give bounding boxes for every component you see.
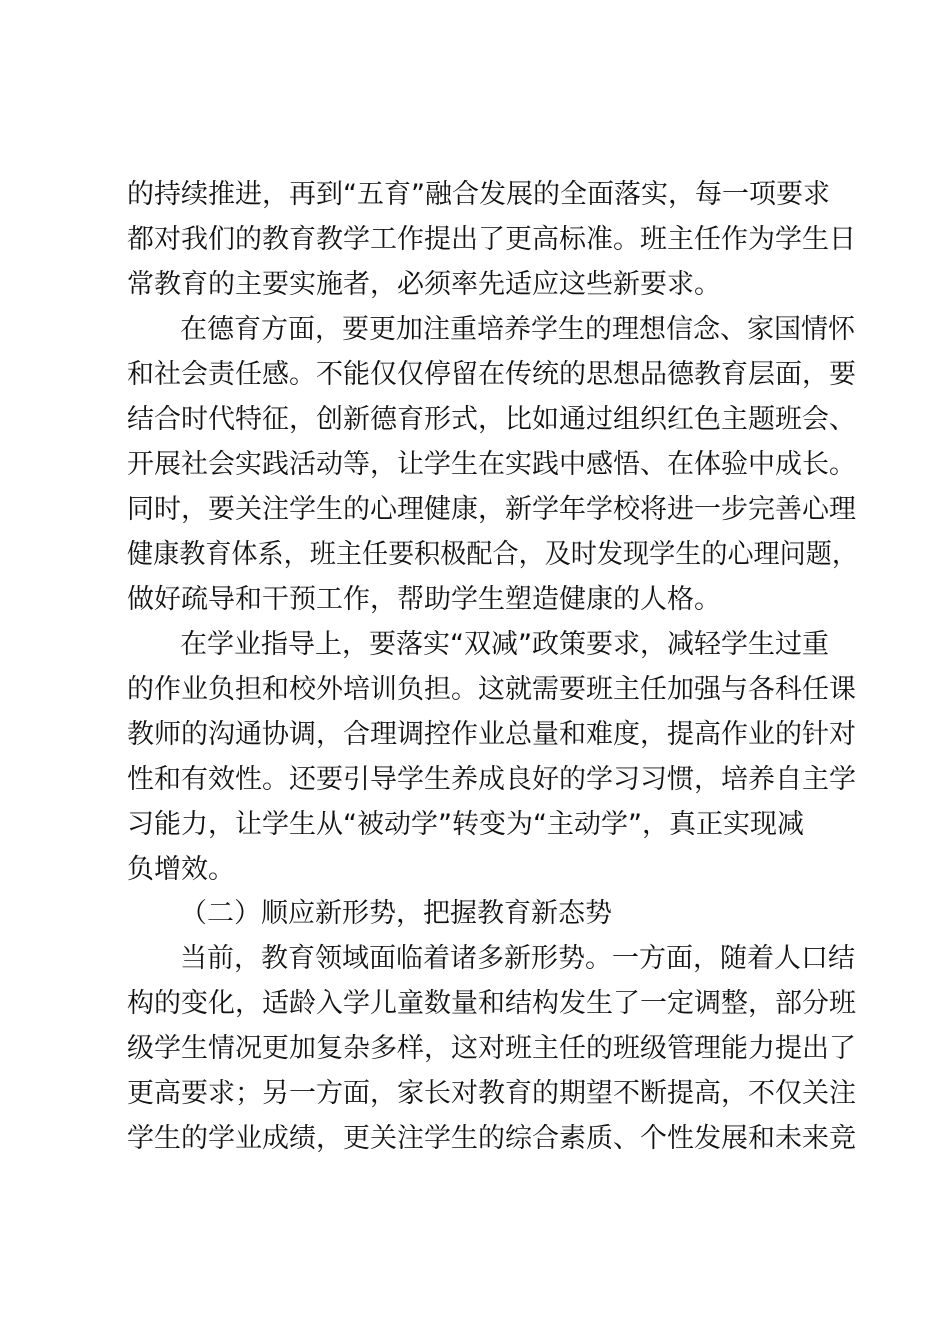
text-line: 级学生情况更加复杂多样，这对班主任的班级管理能力提出了 <box>127 1033 856 1064</box>
text-line: 学生的学业成绩，更关注学生的综合素质、个性发展和未来竞 <box>127 1123 856 1154</box>
text-line: 和社会责任感。不能仅仅停留在传统的思想品德教育层面，要 <box>127 359 856 390</box>
text-line: 同时，要关注学生的心理健康，新学年学校将进一步完善心理 <box>127 494 856 525</box>
paragraph-start-line: 在学业指导上，要落实“双减”政策要求，减轻学生过重 <box>180 629 829 660</box>
text-line: 的作业负担和校外培训负担。这就需要班主任加强与各科任课 <box>127 674 856 705</box>
text-line: 习能力，让学生从“被动学”转变为“主动学”，真正实现减 <box>127 809 804 840</box>
text-line: 性和有效性。还要引导学生养成良好的学习习惯，培养自主学 <box>127 764 856 795</box>
text-line: 开展社会实践活动等，让学生在实践中感悟、在体验中成长。 <box>127 449 856 480</box>
text-line: 常教育的主要实施者，必须率先适应这些新要求。 <box>127 269 721 300</box>
text-line: 做好疏导和干预工作，帮助学生塑造健康的人格。 <box>127 584 721 615</box>
text-line: 负增效。 <box>127 854 235 885</box>
text-line: 的持续推进，再到“五育”融合发展的全面落实，每一项要求 <box>127 179 830 210</box>
text-line: 教师的沟通协调，合理调控作业总量和难度，提高作业的针对 <box>127 719 856 750</box>
text-line: 更高要求；另一方面，家长对教育的期望不断提高，不仅关注 <box>127 1078 856 1109</box>
text-line: 结合时代特征，创新德育形式，比如通过组织红色主题班会、 <box>127 404 856 435</box>
text-line: 都对我们的教育教学工作提出了更高标准。班主任作为学生日 <box>127 224 856 255</box>
text-line: 健康教育体系，班主任要积极配合，及时发现学生的心理问题， <box>127 539 858 570</box>
paragraph-start-line: 在德育方面，要更加注重培养学生的理想信念、家国情怀 <box>180 314 855 345</box>
paragraph-start-line: 当前，教育领域面临着诸多新形势。一方面，随着人口结 <box>180 943 855 974</box>
text-line: 构的变化，适龄入学儿童数量和结构发生了一定调整，部分班 <box>127 988 856 1019</box>
section-heading: （二）顺应新形势，把握教育新态势 <box>180 898 612 929</box>
